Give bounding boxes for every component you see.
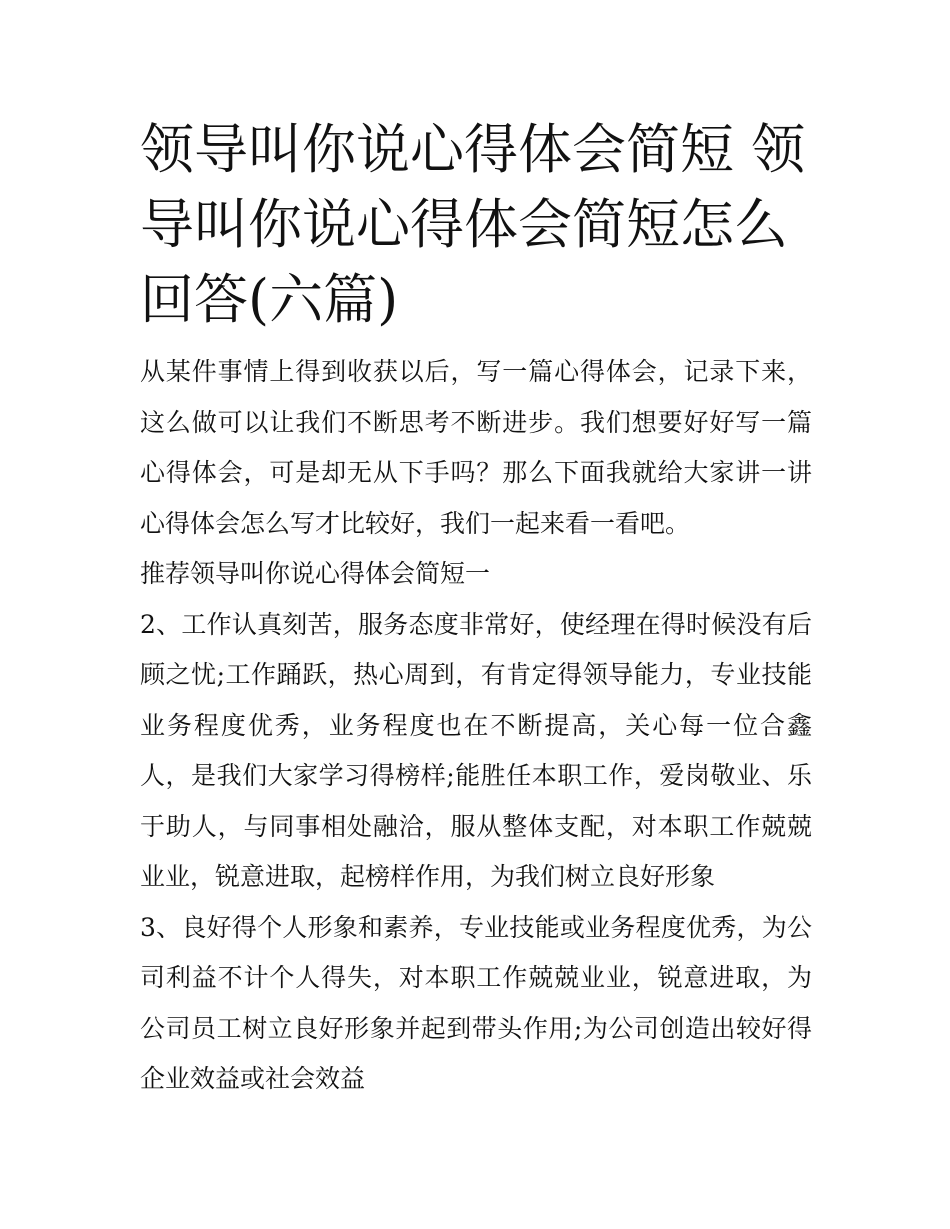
intro-paragraph: 从某件事情上得到收获以后，写一篇心得体会，记录下来，这么做可以让我们不断思考不断进步。我们想要好好写一篇心得体会，可是却无从下手吗？那么下面我就给大家讲一讲心得体会怎么写才比较好，我们一起来看一看吧。 bbox=[140, 357, 812, 538]
section-heading: 推荐领导叫你说心得体会简短一 bbox=[140, 559, 491, 588]
list-item-2: 2、工作认真刻苦，服务态度非常好，使经理在得时候没有后顾之忧;工作踊跃，热心周到，有肯定得领导能力，专业技能业务程度优秀，业务程度也在不断提高，关心每一位合鑫人，是我们大家学习得榜样;能胜任本职工作，爱岗敬业、乐于助人，与同事相处融洽，服从整体支配，对本职工作兢兢业业，锐意进取，起榜样作用，为我们树立良好形象 bbox=[140, 609, 812, 891]
list-item-3: 3、良好得个人形象和素养，专业技能或业务程度优秀，为公司利益不计个人得失，对本职工作兢兢业业，锐意进取，为公司员工树立良好形象并起到带头作用;为公司创造出较好得企业效益或社会效益 bbox=[140, 912, 812, 1093]
document-title: 领导叫你说心得体会简短 领导叫你说心得体会简短怎么回答(六篇) bbox=[140, 118, 806, 331]
document-page bbox=[140, 112, 812, 1105]
